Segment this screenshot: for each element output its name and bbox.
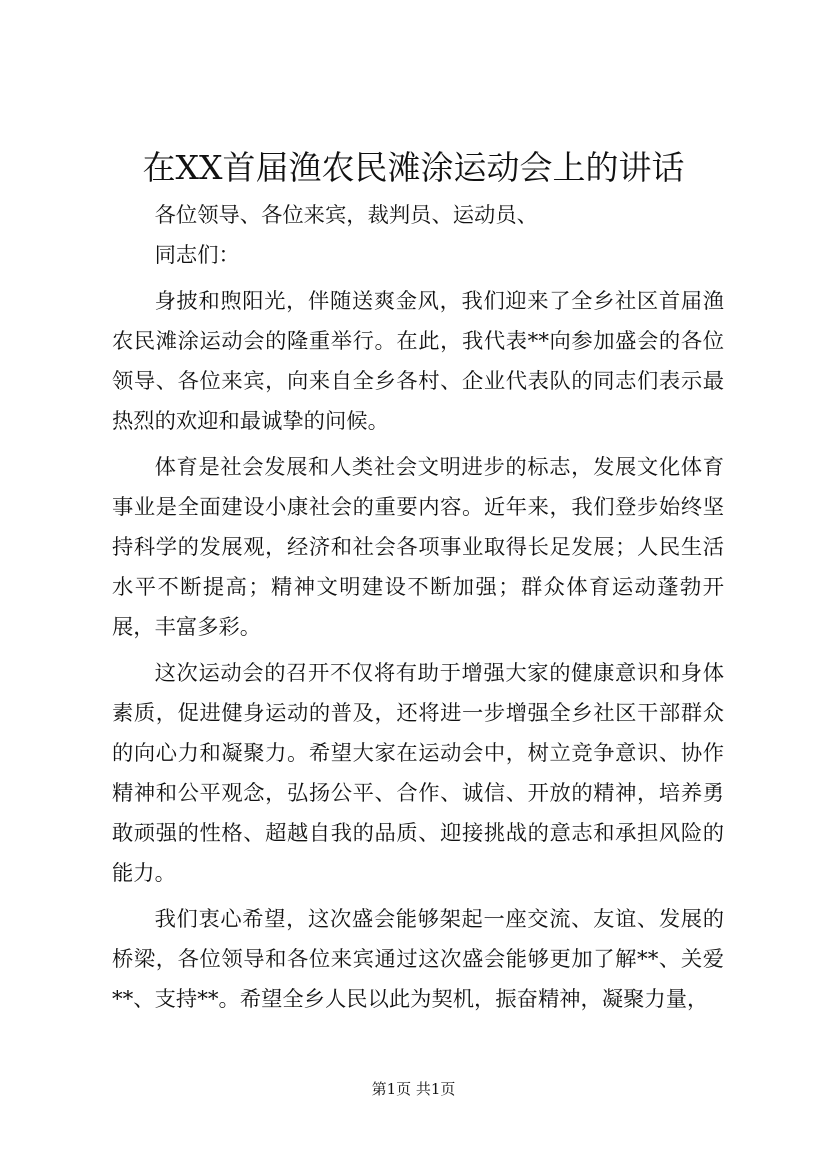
page-footer: 第1页 共1页 [371, 1080, 456, 1098]
document-title: 在XX首届渔农民滩涂运动会上的讲话 [142, 148, 685, 187]
paragraph-4: 我们衷心希望，这次盛会能够架起一座交流、友谊、发展的桥梁，各位领导和各位来宾通过这次盛会能够更加了解**、关爱**、支持**。希望全乡人民以此为契机，振奋精神，凝聚力量， [112, 907, 724, 1012]
salutation-line-2: 同志们： [154, 243, 240, 268]
paragraph-2: 体育是社会发展和人类社会文明进步的标志，发展文化体育事业是全面建设小康社会的重要内容。近年来，我们登步始终坚持科学的发展观，经济和社会各项事业取得长足发展；人民生活水平不断提高；精神文明建设不断加强；群众体育运动蓬勃开展，丰富多彩。 [112, 455, 724, 640]
paragraph-3: 这次运动会的召开不仅将有助于增强大家的健康意识和身体素质，促进健身运动的普及，还将进一步增强全乡社区干部群众的向心力和凝聚力。希望大家在运动会中，树立竞争意识、协作精神和公平观念，弘扬公平、合作、诚信、开放的精神，培养勇敢顽强的性格、超越自我的品质、迎接挑战的意志和承担风险的能力。 [112, 661, 724, 886]
salutation-line-1: 各位领导、各位来宾，裁判员、运动员、 [154, 203, 538, 228]
document-body [112, 196, 724, 1020]
paragraph-1: 身披和煦阳光，伴随送爽金风，我们迎来了全乡社区首届渔农民滩涂运动会的隆重举行。在此，我代表**向参加盛会的各位领导、各位来宾，向来自全乡各村、企业代表队的同志们表示最热烈的欢迎和最诚挚的问候。 [112, 289, 724, 434]
